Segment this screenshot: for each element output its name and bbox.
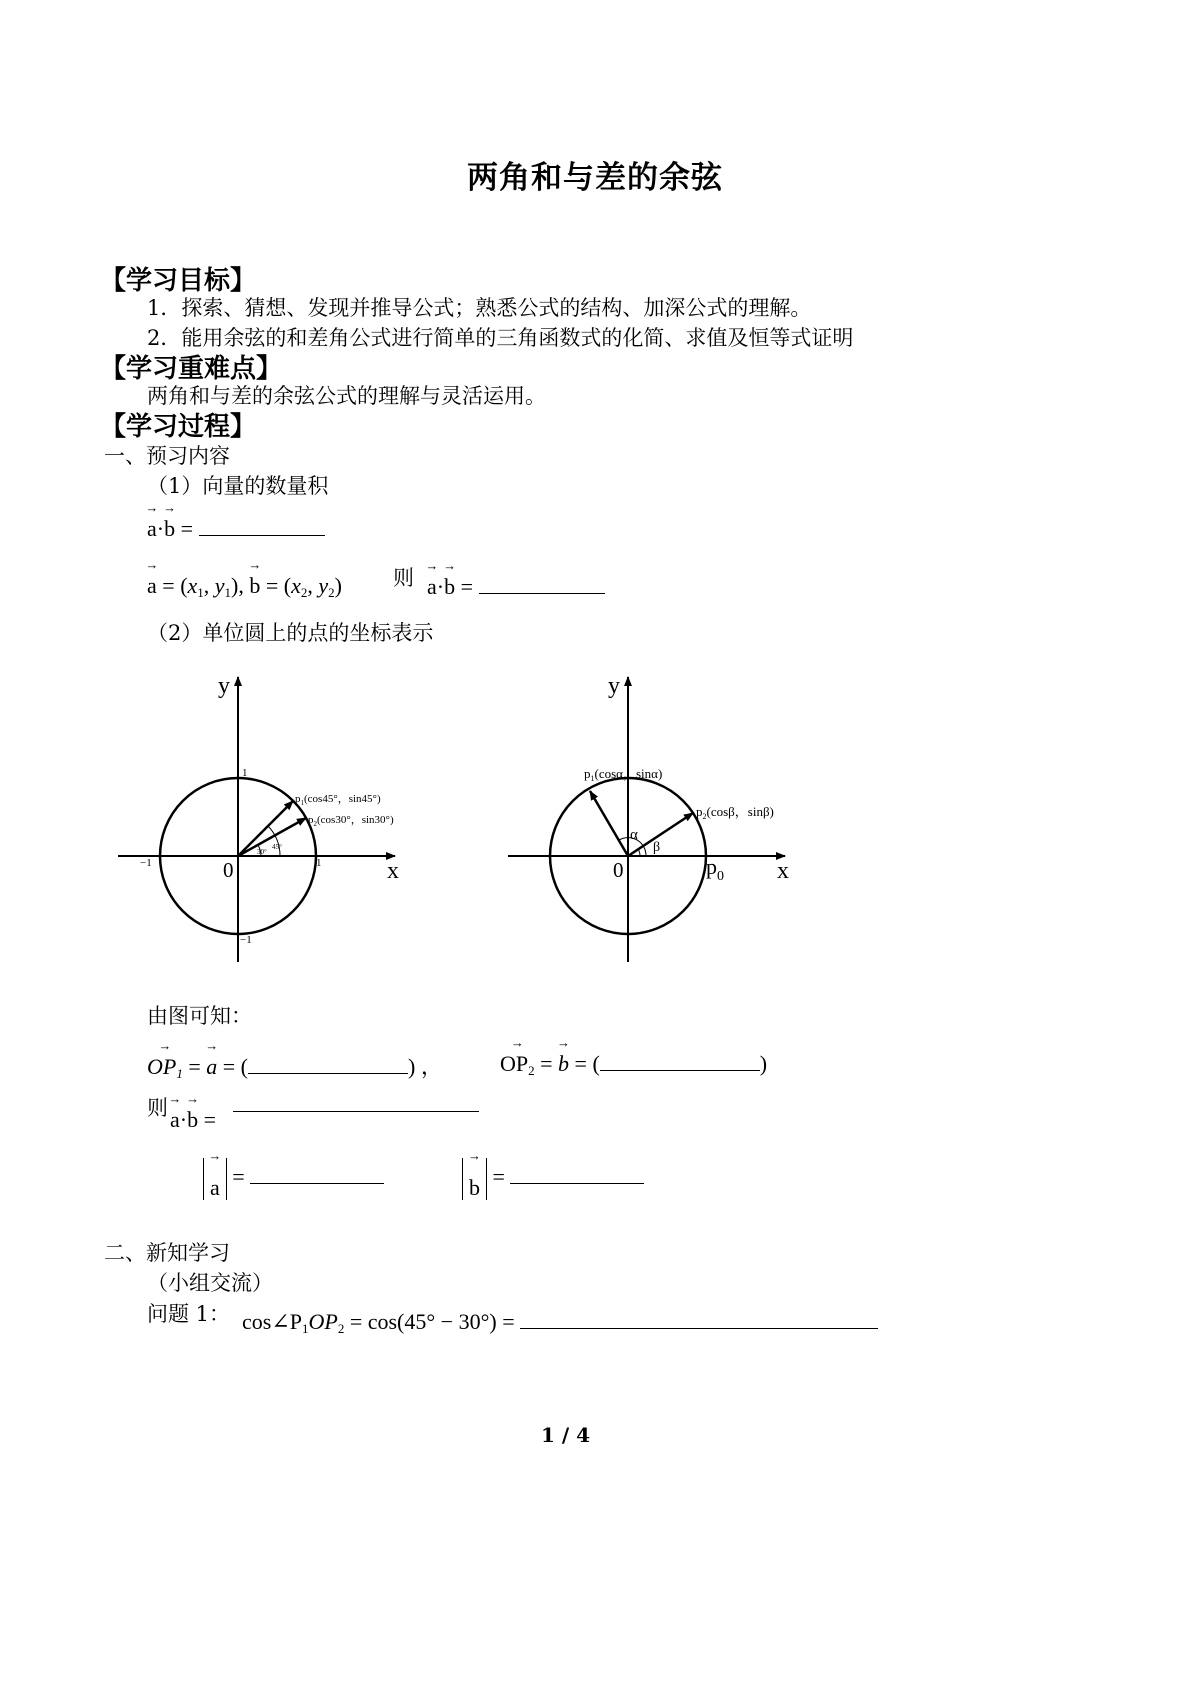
magnitude-bars-a <box>203 1158 227 1200</box>
alpha-label: α <box>630 827 638 843</box>
point-p2-label: $p_2(\cos 30^\circ$，sin30°) <box>308 814 394 828</box>
then-word: 则 <box>393 566 414 590</box>
equals-sign: = <box>232 1164 245 1190</box>
dot-symbol: · <box>179 1107 188 1132</box>
equals-sign: = <box>162 573 175 598</box>
op-text: OP <box>308 1309 338 1334</box>
y-axis-label: y <box>608 673 620 699</box>
cos-difference-expression: = cos(45° − 30°) = <box>344 1309 515 1334</box>
goals-heading: 【学习目标】 <box>100 266 257 296</box>
question-1-formula <box>242 1308 878 1337</box>
process-heading: 【学习过程】 <box>100 412 257 442</box>
key-points-text: 两角和与差的余弦公式的理解与灵活运用。 <box>147 384 546 408</box>
coordinate-tuple-a: ($x_1$, $y_1$), <box>180 573 244 600</box>
key-points-heading: 【学习重难点】 <box>100 354 283 384</box>
x-axis-label: x <box>777 858 789 884</box>
x-axis-label: x <box>387 858 399 884</box>
goal-item-2: 2．能用余弦的和差角公式进行简单的三角函数式的化简、求值及恒等式证明 <box>147 326 854 350</box>
page-title: 两角和与差的余弦 <box>467 160 723 196</box>
vector-a: → a <box>170 1107 180 1133</box>
part-1-heading: 一、预习内容 <box>104 444 230 468</box>
answer-blank-dot-product[interactable] <box>199 515 325 536</box>
answer-blank-coordinate-dot[interactable] <box>479 573 605 594</box>
answer-blank-magnitude-a[interactable] <box>250 1163 384 1184</box>
vector-a: → a <box>206 1054 217 1080</box>
dot-product-result <box>170 1107 216 1133</box>
tick-x-1: 1 <box>316 857 322 869</box>
answer-blank-question-1[interactable] <box>520 1308 878 1329</box>
origin-label: 0 <box>223 858 234 882</box>
vector-b: → b <box>444 574 455 600</box>
tick-y-neg-1: −1 <box>240 934 252 946</box>
page-number: 1 / 4 <box>541 1423 591 1447</box>
angle-label-45: 45° <box>272 843 282 851</box>
part-2-heading: 二、新知学习 <box>104 1241 230 1265</box>
unit-circle-subheading: （2）单位圆上的点的坐标表示 <box>147 621 434 645</box>
from-figure-text: 由图可知： <box>147 1004 252 1028</box>
vector-b: → b <box>469 1164 480 1212</box>
vector-op1: → $OP_1$ <box>147 1054 183 1082</box>
answer-blank-magnitude-b[interactable] <box>510 1163 644 1184</box>
beta-label: β <box>653 840 661 855</box>
equals-sign: = <box>222 1054 236 1079</box>
point-p1-label: $p_1(\cos 45^\circ$，sin45°) <box>295 793 381 807</box>
paren-open: ( <box>592 1051 600 1076</box>
paren-close: ) <box>759 1051 768 1076</box>
angle-arc-beta <box>638 849 640 856</box>
point-p0-label: $p_0$ <box>706 854 724 884</box>
tick-x-neg-1: −1 <box>140 857 152 869</box>
coordinate-tuple-b: ($x_2$, $y_2$) <box>283 573 342 600</box>
separator-comma: ， <box>420 1054 443 1079</box>
vector-b: → b <box>164 516 175 542</box>
magnitude-b-formula <box>462 1158 644 1200</box>
answer-blank-op2[interactable] <box>600 1050 760 1071</box>
question-1-label: 问题 1： <box>147 1302 231 1326</box>
unit-circle-figure-right <box>500 665 820 970</box>
vector-a: → a <box>147 573 157 599</box>
vector-op1 <box>590 791 628 856</box>
p2-subscript: 2 <box>337 1321 345 1336</box>
magnitude-bars-b <box>462 1158 487 1200</box>
dot-symbol: · <box>156 516 165 541</box>
vector-op2: → $OP_2$ <box>500 1051 535 1079</box>
angle-arc-45 <box>268 826 280 856</box>
op2-vector-formula <box>500 1050 767 1079</box>
equals-sign: = <box>460 574 474 599</box>
cos-angle-prefix: cos∠P <box>242 1309 302 1334</box>
y-axis-label: y <box>218 673 230 699</box>
goal-item-1: 1．探索、猜想、发现并推导公式；熟悉公式的结构、加深公式的理解。 <box>147 296 812 320</box>
coordinate-dot-product <box>147 573 342 601</box>
op1-vector-formula <box>147 1050 443 1082</box>
vector-b: → b <box>558 1051 569 1077</box>
vector-a: → a <box>147 516 157 542</box>
magnitude-a-formula <box>203 1158 384 1200</box>
equals-sign: = <box>492 1164 505 1190</box>
point-p1-label: $p_1(\cos\alpha$，sinα) <box>584 766 663 783</box>
answer-blank-dot-result[interactable] <box>233 1091 479 1112</box>
paren-close: ) <box>408 1054 416 1079</box>
paren-open: ( <box>240 1054 248 1079</box>
coordinate-dot-result <box>427 573 605 600</box>
origin-label: 0 <box>613 858 624 882</box>
equals-sign: = <box>203 1107 217 1132</box>
angle-label-30: 30° <box>257 848 267 856</box>
dot-symbol: · <box>436 574 445 599</box>
vector-b: → b <box>187 1107 198 1133</box>
vector-a: → a <box>427 574 437 600</box>
equals-sign: = <box>180 516 194 541</box>
tick-y-1: 1 <box>242 767 248 779</box>
dot-product-formula <box>147 515 325 542</box>
unit-circle-figure-left <box>110 665 410 970</box>
vector-b: → b <box>249 573 260 599</box>
group-discussion-label: （小组交流） <box>147 1271 273 1295</box>
then-label: 则 <box>147 1096 168 1120</box>
vector-a: → a <box>210 1164 220 1212</box>
equals-sign: = <box>265 573 279 598</box>
equals-sign: = <box>574 1051 587 1076</box>
dot-product-subheading: （1）向量的数量积 <box>147 474 329 498</box>
point-p2-label: $p_2(\cos\beta$，sinβ) <box>696 804 774 821</box>
equals-sign: = <box>188 1054 201 1079</box>
p1-subscript: 1 <box>302 1321 309 1336</box>
equals-sign: = <box>540 1051 553 1076</box>
answer-blank-op1[interactable] <box>248 1053 408 1074</box>
